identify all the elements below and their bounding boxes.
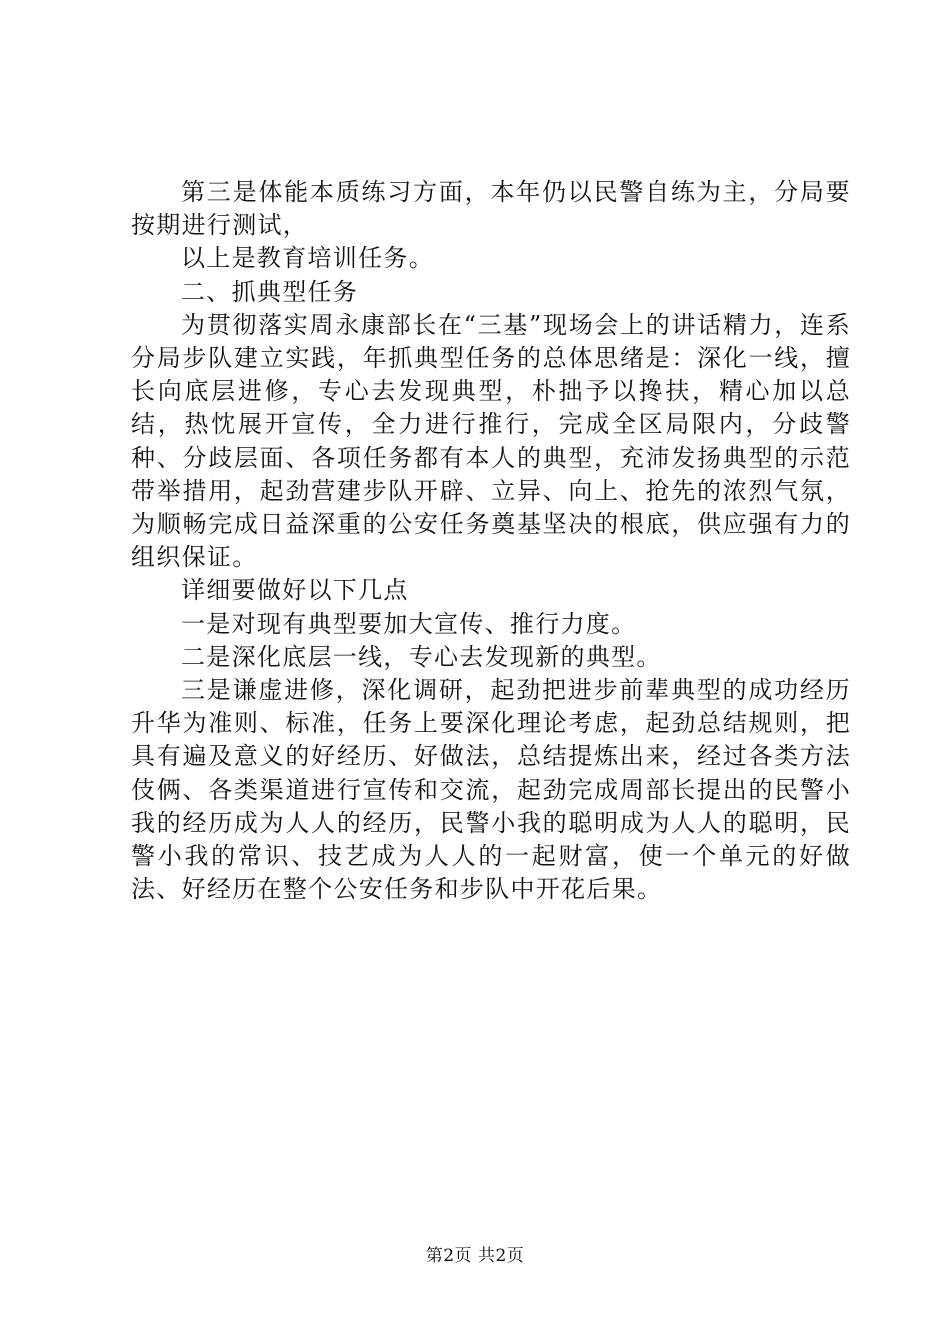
paragraph-point-three: 三是谦虚进修，深化调研，起劲把进步前辈典型的成功经历升华为准则、标准，任务上要深化理论考虑，起劲总结规则，把具有遍及意义的好经历、好做法，总结提炼出来，经过各类方法伎俩、各类渠道进行宣传和交流，起劲完成周部长提出的民警小我的经历成为人人的经历，民警小我的聪明成为人人的聪明，民警小我的常识、技艺成为人人的一起财富，使一个单元的好做法、好经历在整个公安任务和步队中开花后果。 — [131, 676, 851, 904]
paragraph-physical-training: 第三是体能本质练习方面，本年仍以民警自练为主，分局要按期进行测试， — [131, 178, 851, 240]
page-footer — [0, 1244, 950, 1268]
paragraph-point-one: 一是对现有典型要加大宣传、推行力度。 — [181, 609, 637, 638]
paragraph-training-summary: 以上是教育培训任务。 — [181, 244, 434, 273]
section-heading-typical-tasks: 二、抓典型任务 — [181, 277, 359, 306]
page-number-label: 第2页 共2页 — [425, 1246, 525, 1266]
document-body — [131, 176, 851, 906]
paragraph-key-points-intro: 详细要做好以下几点 — [181, 576, 409, 605]
paragraph-point-two: 二是深化底层一线，专心去发现新的典型。 — [181, 642, 662, 671]
paragraph-overall-approach: 为贯彻落实周永康部长在“三基”现场会上的讲话精力，连系分局步队建立实践，年抓典型任务的总体思绪是：深化一线，擅长向底层进修，专心去发现典型，朴拙予以搀扶，精心加以总结，热忱展开宣传，全力进行推行，完成全区局限内，分歧警种、分歧层面、各项任务都有本人的典型，充沛发扬典型的示范带举措用，起劲营建步队开辟、立异、向上、抢先的浓烈气氛，为顺畅完成日益深重的公安任务奠基坚决的根底，供应强有力的组织保证。 — [131, 310, 851, 572]
